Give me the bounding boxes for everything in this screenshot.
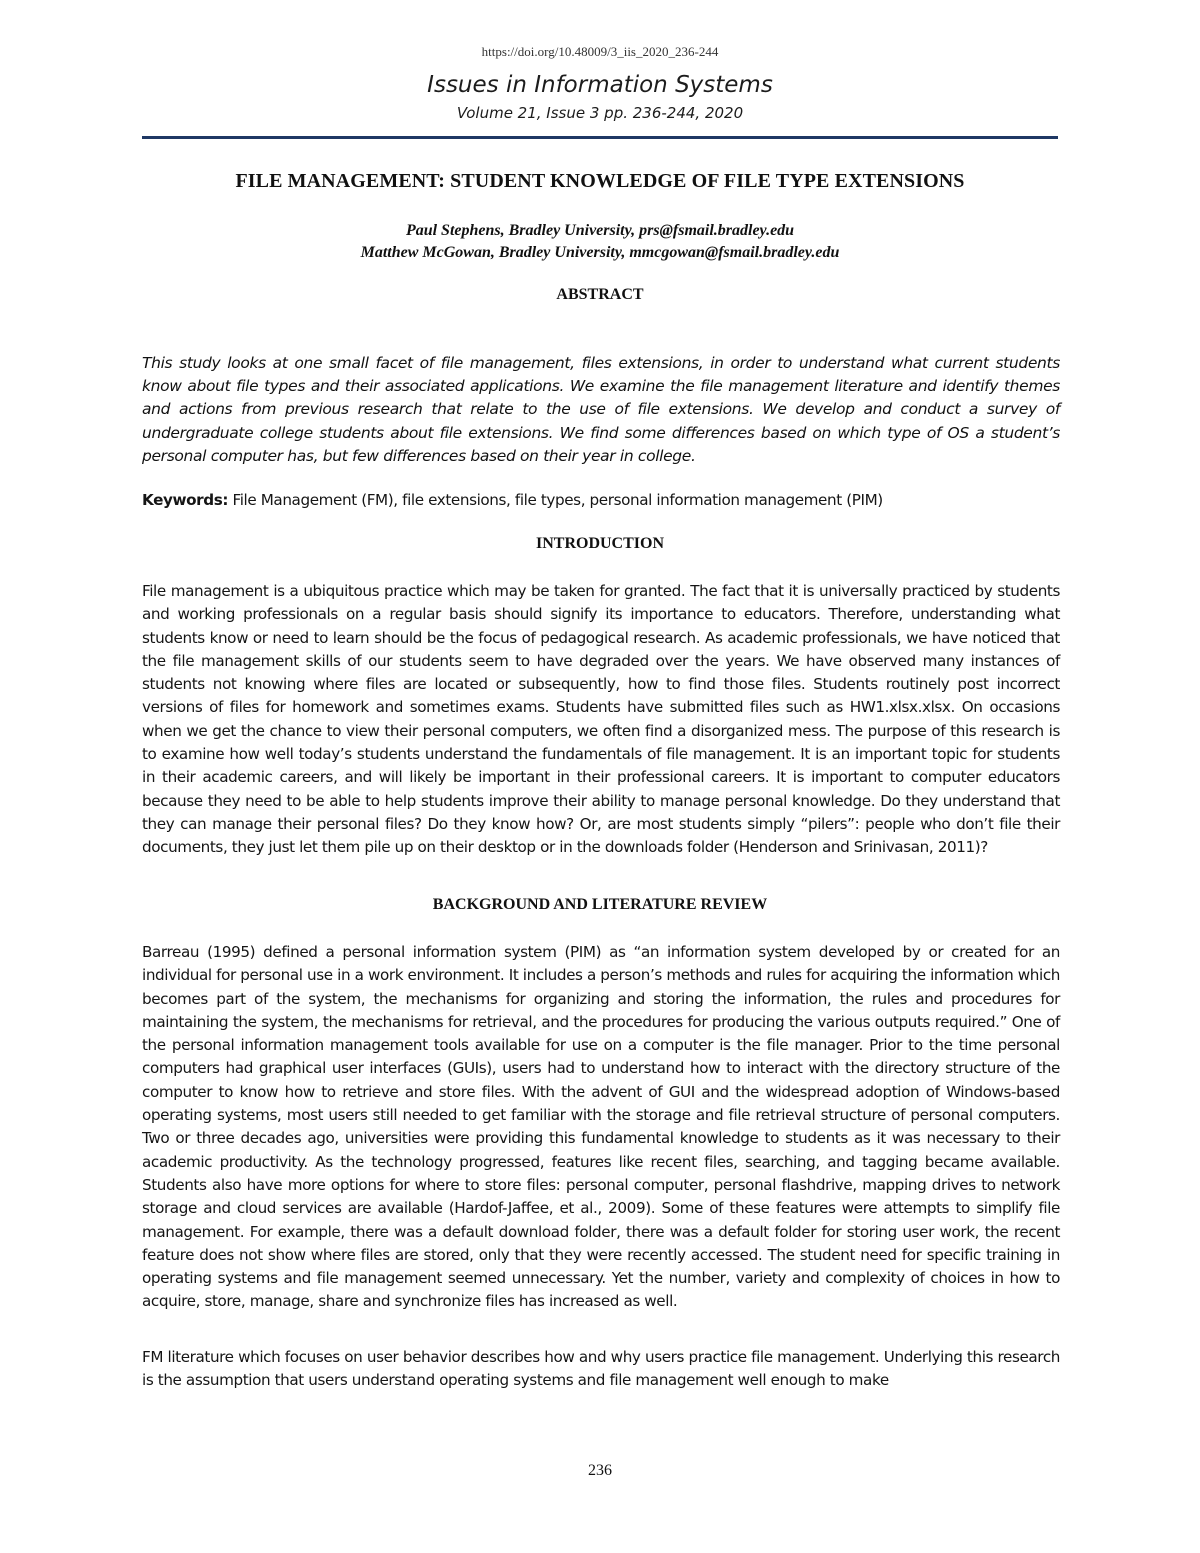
keywords-line	[142, 489, 1060, 512]
journal-volume: Volume 21, Issue 3 pp. 236-244, 2020	[456, 104, 744, 122]
abstract-heading: ABSTRACT	[556, 286, 644, 303]
background-paragraph: Barreau (1995) defined a personal information system (PIM) as “an information system developed by or created for an individual for personal use in a work environment. It includes a person’s methods and rules for acquiring the information which becomes part of the system, the mechanisms for organizing and storing the information, the rules and procedures for maintaining the system, the mechanisms for retrieval, and the procedures for producing the various outputs required.” One of the personal information management tools available for use on a computer is the file manager. Prior to the time personal computers had graphical user interfaces (GUIs), users had to understand how to interact with the directory structure of the computer to know how to retrieve and store files. With the advent of GUI and the widespread adoption of Windows-based operating systems, most users still needed to get familiar with the storage and file retrieval structure of personal computers. Two or three decades ago, universities were providing this fundamental knowledge to students as it was necessary to their academic productivity. As the technology progressed, features like recent files, searching, and tagging became available. Students also have more options for where to store files: personal computer, personal flashdrive, mapping drives to network storage and cloud services are available (Hardof-Jaffee, et al., 2009). Some of these features were attempts to simplify file management. For example, there was a default download folder, there was a default folder for storing user work, the recent feature does not show where files are stored, only that they were recently accessed. The student need for specific training in operating systems and file management seemed unnecessary. Yet the number, variety and complexity of choices in how to acquire, store, manage, share and synchronize files has increased as well.	[142, 943, 1060, 1311]
paper-title: FILE MANAGEMENT: STUDENT KNOWLEDGE OF FILE TYPE EXTENSIONS	[235, 170, 965, 192]
keywords-value: File Management (FM), file extensions, file types, personal information management (PIM)	[228, 491, 883, 509]
page-number: 236	[588, 1462, 612, 1479]
author-line: Paul Stephens, Bradley University, prs@fsmail.bradley.edu	[405, 222, 795, 239]
background-heading: BACKGROUND AND LITERATURE REVIEW	[432, 896, 768, 913]
background-paragraph-2: FM literature which focuses on user behavior describes how and why users practice file management. Underlying this research is the assumption that users understand operating systems and file management well enough to make	[142, 1348, 1060, 1390]
journal-title: Issues in Information Systems	[427, 72, 773, 98]
doi-link[interactable]: https://doi.org/10.48009/3_iis_2020_236-244	[481, 44, 719, 59]
introduction-paragraph: File management is a ubiquitous practice which may be taken for granted. The fact that it is universally practiced by students and working professionals on a regular basis should signify its importance to educators. Therefore, understanding what students know or need to learn should be the focus of pedagogical research. As academic professionals, we have noticed that the file management skills of our students seem to have degraded over the years. We have observed many instances of students not knowing where files are located or subsequently, how to find those files. Students routinely post incorrect versions of files for homework and sometimes exams. Students have submitted files such as HW1.xlsx.xlsx. On occasions when we get the chance to view their personal computers, we often find a disorganized mess. The purpose of this research is to examine how well today’s students understand the fundamentals of file management. It is an important topic for students in their academic careers, and will likely be important in their professional careers. It is important to computer educators because they need to be able to help students improve their ability to manage personal knowledge. Do they understand that they can manage their personal files? Do they know how? Or, are most students simply “pilers”: people who don’t file their documents, they just let them pile up on their desktop or in the downloads folder (Henderson and Srinivasan, 2011)?	[142, 582, 1060, 857]
introduction-heading: INTRODUCTION	[535, 535, 664, 552]
author-line: Matthew McGowan, Bradley University, mmcgowan@fsmail.bradley.edu	[360, 244, 840, 261]
header-rule	[142, 136, 1058, 139]
abstract-text: This study looks at one small facet of file management, files extensions, in order to understand what current students know about file types and their associated applications. We examine the file management literature and identify themes and actions from previous research that relate to the use of file extensions. We develop and conduct a survey of undergraduate college students about file extensions. We find some differences based on which type of OS a student’s personal computer has, but few differences based on their year in college.	[142, 354, 1060, 465]
author-list	[0, 220, 1200, 264]
keywords-label: Keywords:	[142, 491, 229, 509]
